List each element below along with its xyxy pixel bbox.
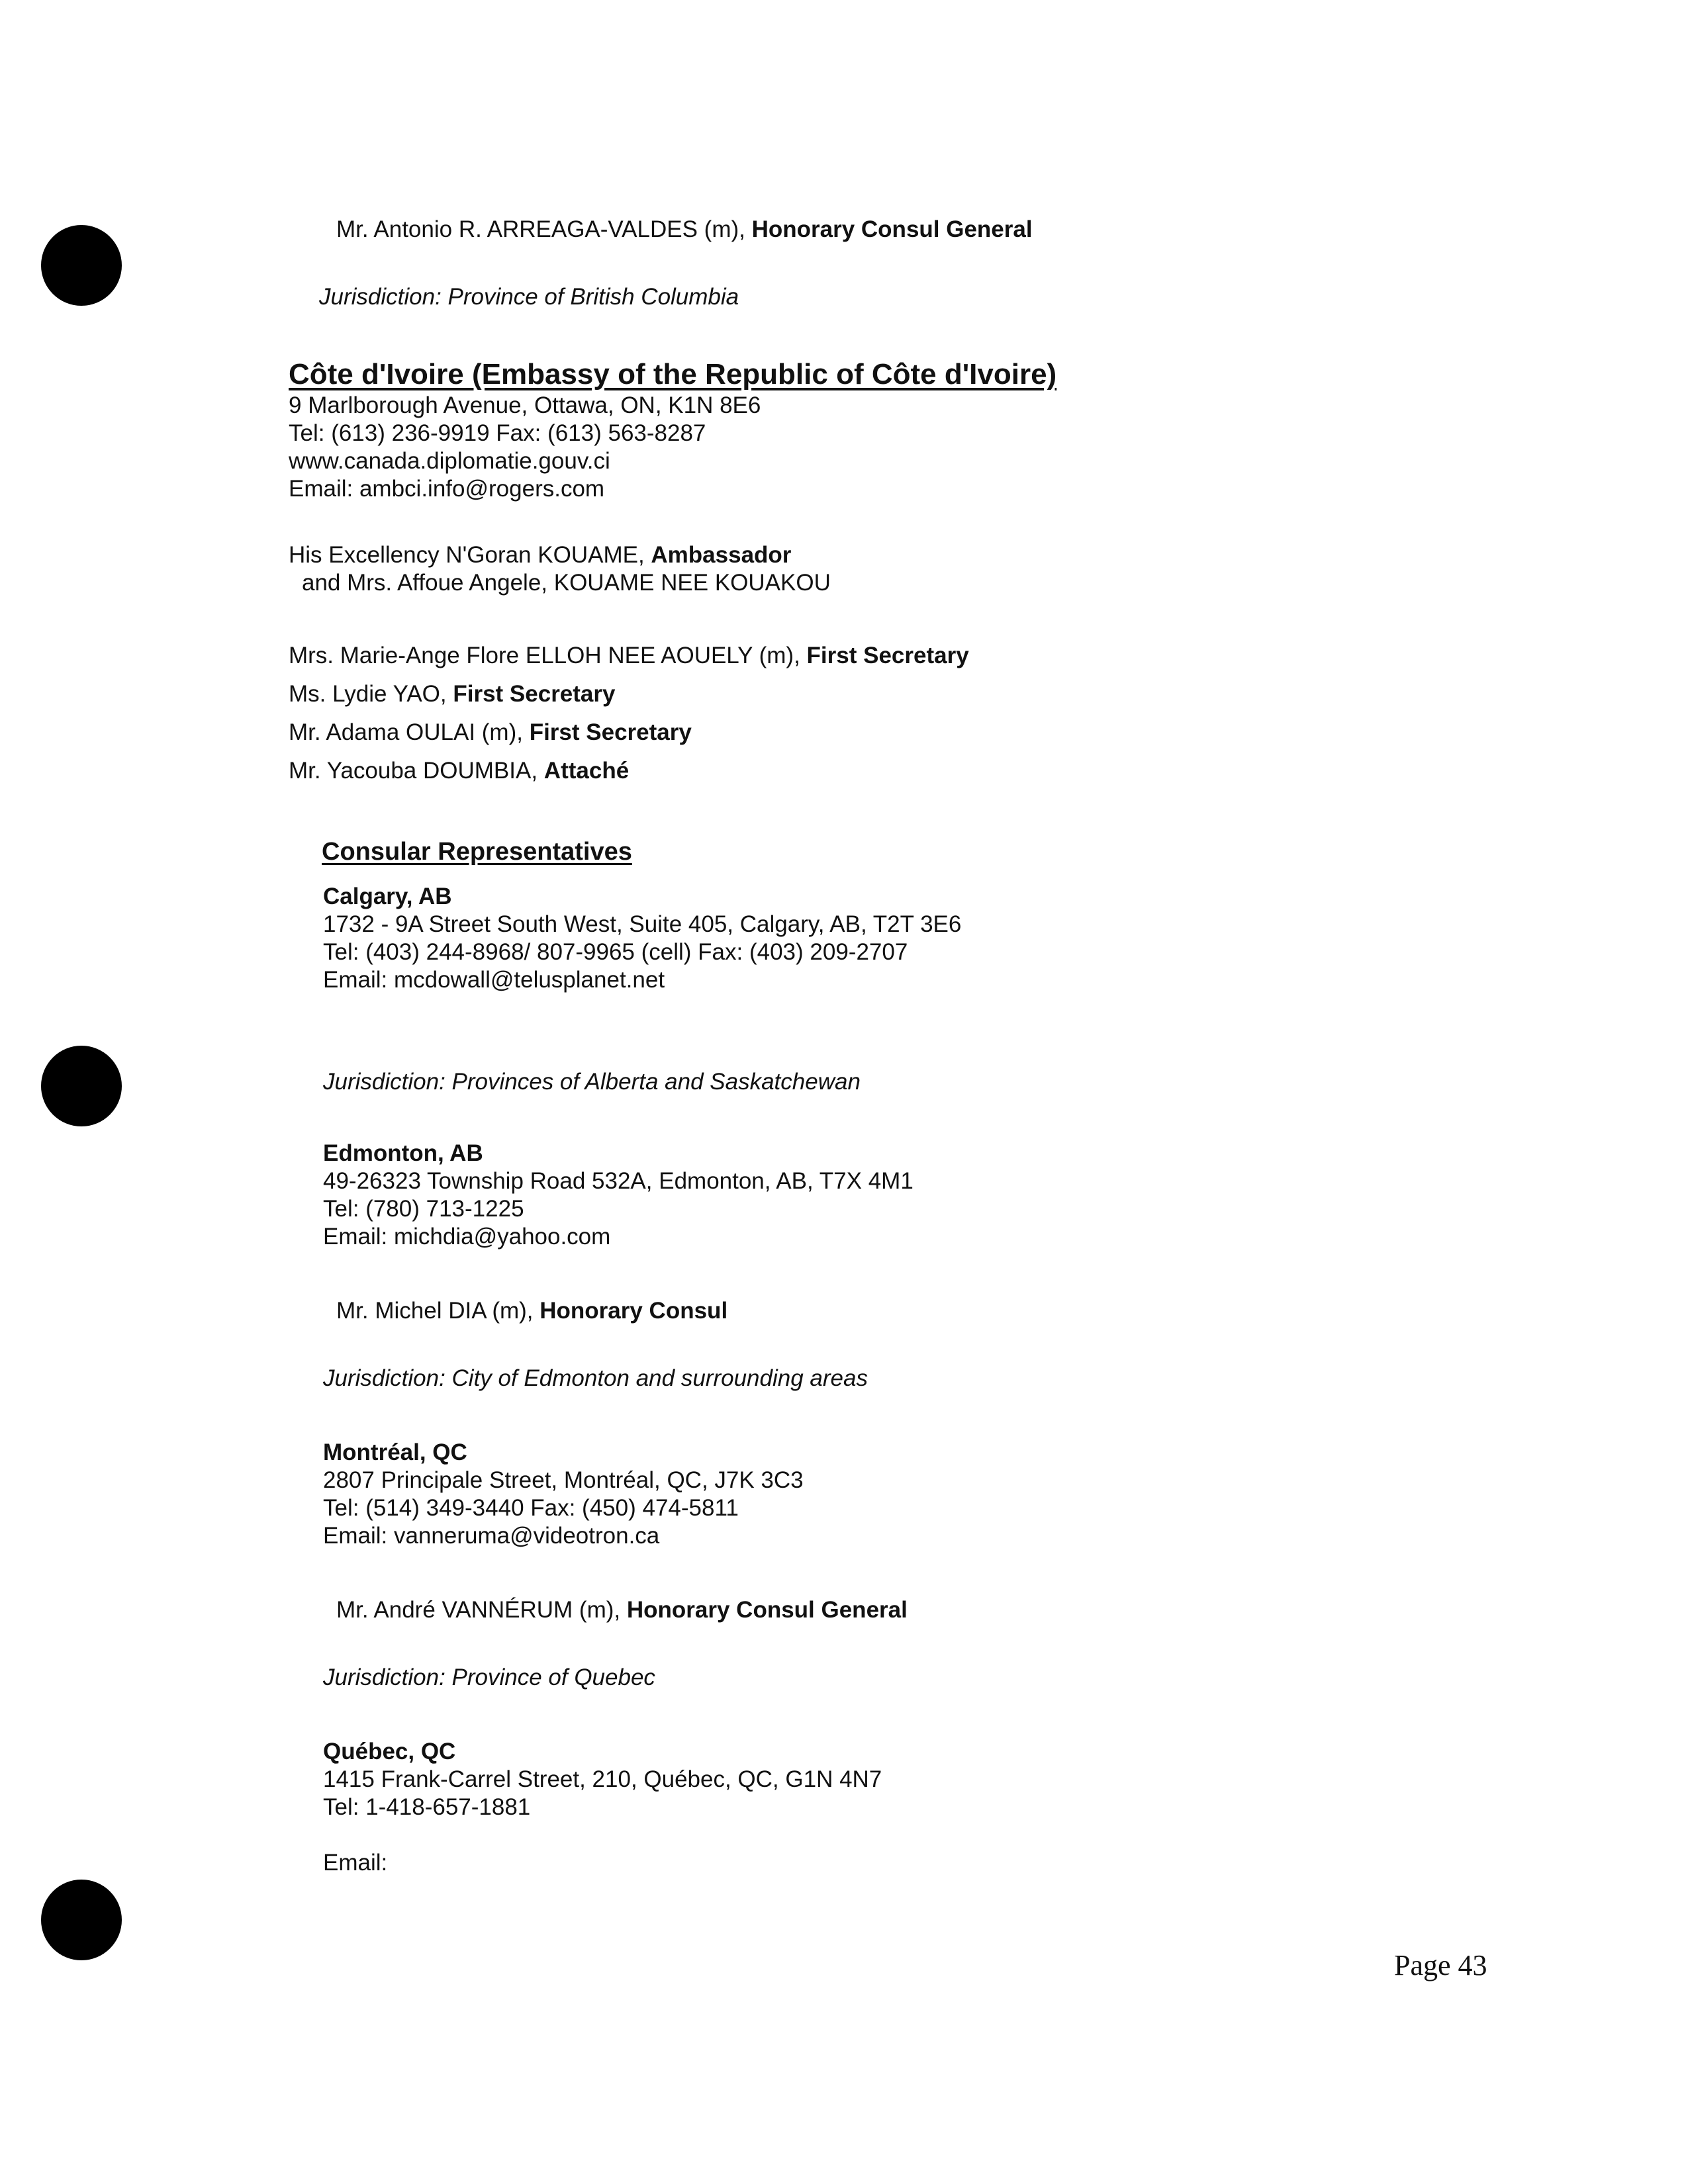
staff-name: Mrs. Marie-Ange Flore ELLOH NEE AOUELY (m), [289,643,807,668]
consular-heading: Consular Representatives [322,838,632,866]
binder-hole-bottom [41,1880,122,1960]
staff-title: First Secretary [453,681,616,707]
staff-title: Attaché [543,758,630,784]
ambassador-spouse: and Mrs. Affoue Angele, KOUAME NEE KOUAKOU [302,570,831,596]
embassy-phone: Tel: (613) 236-9919 Fax: (613) 563-8287 [289,420,706,446]
quebec-phone: Tel: 1-418-657-1881 [323,1794,531,1820]
prev-consul-jurisdiction: Jurisdiction: Province of British Columbia [319,284,739,310]
calgary-address: 1732 - 9A Street South West, Suite 405, Calgary, AB, T2T 3E6 [323,911,962,937]
staff-name: Mr. Adama OULAI (m), [289,719,530,745]
montreal-city: Montréal, QC [323,1439,467,1465]
prev-consul-line [336,216,1033,244]
edmonton-phone: Tel: (780) 713-1225 [323,1196,524,1222]
edmonton-email[interactable]: Email: michdia@yahoo.com [323,1224,611,1250]
staff-title: First Secretary [529,719,692,745]
staff-row [289,757,629,785]
montreal-email[interactable]: Email: vanneruma@videotron.ca [323,1523,660,1549]
embassy-website[interactable]: www.canada.diplomatie.gouv.ci [289,448,610,474]
page-number: Page 43 [1394,1949,1487,1981]
edmonton-address: 49-26323 Township Road 532A, Edmonton, AB, T7X 4M1 [323,1168,914,1194]
calgary-jurisdiction: Jurisdiction: Provinces of Alberta and Saskatchewan [323,1069,861,1095]
quebec-address: 1415 Frank-Carrel Street, 210, Québec, QC, G1N 4N7 [323,1766,882,1792]
quebec-email: Email: [323,1850,388,1876]
calgary-email[interactable]: Email: mcdowall@telusplanet.net [323,967,665,993]
montreal-address: 2807 Principale Street, Montréal, QC, J7K 3C3 [323,1467,804,1493]
calgary-city: Calgary, AB [323,884,452,909]
montreal-consul-line [336,1596,908,1624]
montreal-jurisdiction: Jurisdiction: Province of Quebec [323,1664,655,1690]
edmonton-jurisdiction: Jurisdiction: City of Edmonton and surrounding areas [323,1365,868,1391]
staff-row [289,680,615,708]
montreal-consul-title: Honorary Consul General [626,1597,908,1623]
quebec-city: Québec, QC [323,1739,456,1764]
prev-consul-title: Honorary Consul General [751,216,1033,242]
montreal-phone: Tel: (514) 349-3440 Fax: (450) 474-5811 [323,1495,739,1521]
staff-name: Mr. Yacouba DOUMBIA, [289,758,544,784]
edmonton-consul-line [336,1297,727,1325]
staff-row [289,642,969,670]
staff-name: Ms. Lydie YAO, [289,681,453,707]
ambassador-title: Ambassador [651,542,792,568]
binder-hole-top [41,225,122,306]
embassy-heading: Côte d'Ivoire (Embassy of the Republic of Côte d'Ivoire) [289,358,1057,390]
staff-title: First Secretary [806,643,969,668]
staff-row [289,719,692,747]
embassy-address: 9 Marlborough Avenue, Ottawa, ON, K1N 8E6 [289,392,761,418]
montreal-consul-name: Mr. André VANNÉRUM (m), [336,1597,627,1623]
ambassador-line [289,541,791,569]
edmonton-consul-title: Honorary Consul [539,1298,728,1324]
edmonton-consul-name: Mr. Michel DIA (m), [336,1298,540,1324]
ambassador-name: His Excellency N'Goran KOUAME, [289,542,651,568]
edmonton-city: Edmonton, AB [323,1140,483,1166]
prev-consul-name: Mr. Antonio R. ARREAGA-VALDES (m), [336,216,752,242]
calgary-phone: Tel: (403) 244-8968/ 807-9965 (cell) Fax: (403) 209-2707 [323,939,908,965]
embassy-email[interactable]: Email: ambci.info@rogers.com [289,476,605,502]
binder-hole-middle [41,1046,122,1126]
